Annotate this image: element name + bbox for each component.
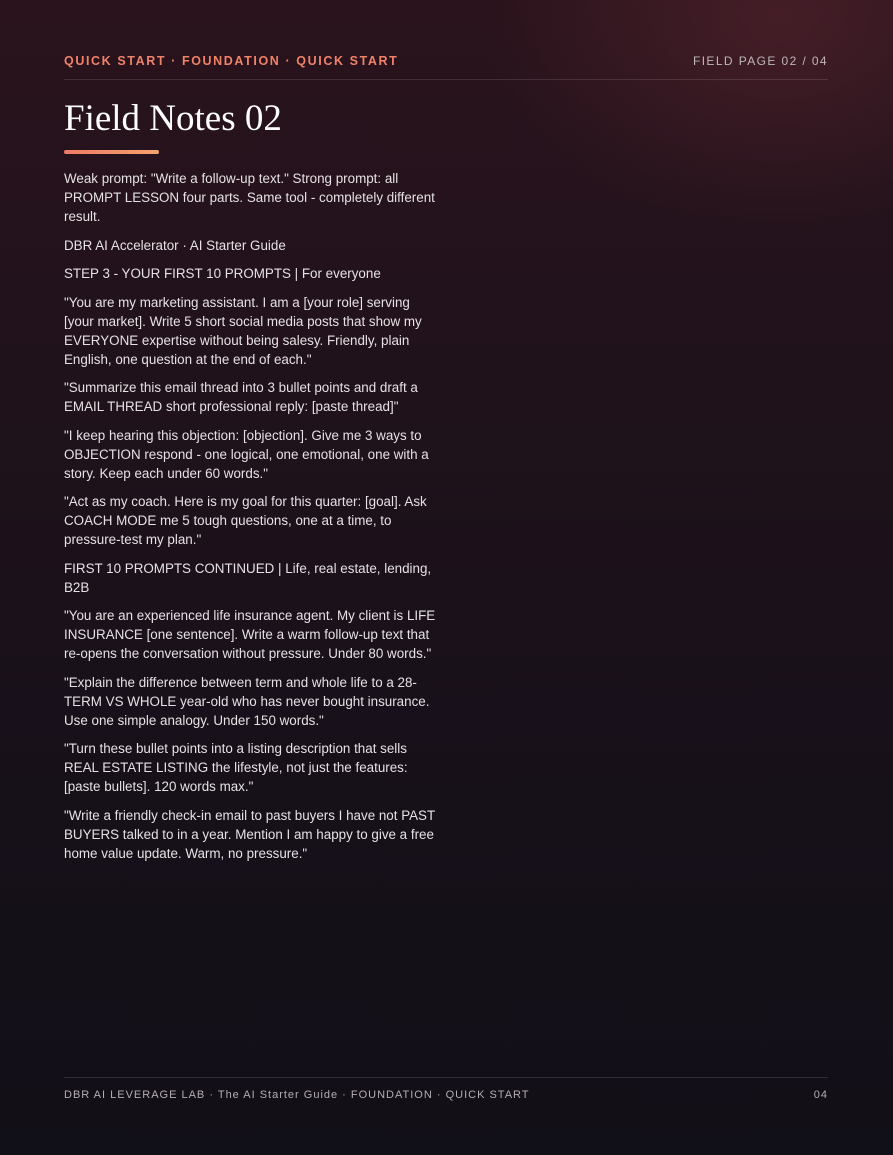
note-step-heading: STEP 3 - YOUR FIRST 10 PROMPTS | For everyone xyxy=(64,266,381,281)
footer-page-number: 04 xyxy=(813,1089,828,1101)
footer-text: DBR AI LEVERAGE LAB · The AI Starter Guide · FOUNDATION · QUICK START xyxy=(64,1089,530,1101)
page-footer xyxy=(64,1077,828,1102)
note-guide-name: DBR AI Accelerator · AI Starter Guide xyxy=(64,237,286,253)
page-marker: FIELD PAGE 02 / 04 xyxy=(692,54,828,68)
note-life-insurance: "You are an experienced life insurance agent. My client is LIFE INSURANCE [one sentence]. Write a warm follow-up text that re-opens the conversation without pressure. Under 80 words." xyxy=(64,608,436,661)
page-title: Field Notes 02 xyxy=(64,98,282,139)
note-past-buyers: "Write a friendly check-in email to past buyers I have not PAST BUYERS talked to in a year. Mention I am happy to give a free home value update. Warm, no pressure." xyxy=(64,807,435,861)
note-email-thread: "Summarize this email thread into 3 bullet points and draft a EMAIL THREAD short professional reply: [paste thread]" xyxy=(64,380,418,414)
note-objection: "I keep hearing this objection: [objection]. Give me 3 ways to OBJECTION respond - one logical, one emotional, one with a story. Keep each under 60 words." xyxy=(64,427,429,481)
note-coach-mode: "Act as my coach. Here is my goal for this quarter: [goal]. Ask COACH MODE me 5 tough questions, one at a time, to pressure-test my plan." xyxy=(64,494,427,547)
note-continued-heading: FIRST 10 PROMPTS CONTINUED | Life, real estate, lending, B2B xyxy=(64,560,432,595)
note-everyone: "You are my marketing assistant. I am a [your role] serving [your market]. Write 5 short social media posts that show my EVERYONE expertise without being salesy. Friendly, plain English, one question at the end of each." xyxy=(64,294,422,367)
note-term-vs-whole: "Explain the difference between term and whole life to a 28-TERM VS WHOLE year-old who has never bought insurance. Use one simple analogy. Under 150 words." xyxy=(64,674,430,728)
title-underline xyxy=(64,150,159,154)
notes-column xyxy=(64,169,436,872)
note-real-estate-listing: "Turn these bullet points into a listing description that sells REAL ESTATE LISTING the lifestyle, not just the features: [paste bullets]. 120 words max." xyxy=(64,741,408,794)
section-kicker: QUICK START · FOUNDATION · QUICK START xyxy=(64,54,399,68)
page-header xyxy=(64,54,828,80)
note-prompt-lesson: Weak prompt: "Write a follow-up text." Strong prompt: all PROMPT LESSON four parts. Same tool - completely different result. xyxy=(64,171,435,224)
